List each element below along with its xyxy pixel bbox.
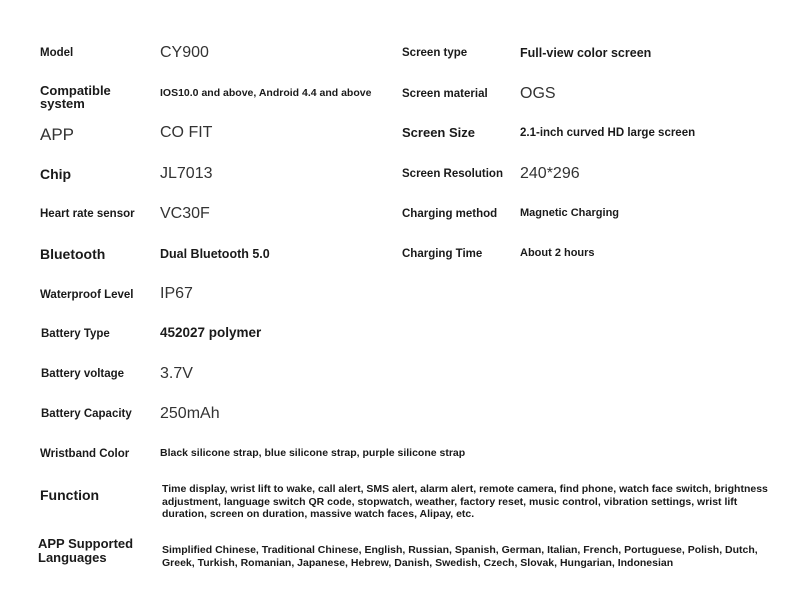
battery-capacity-value: 250mAh — [160, 405, 220, 422]
model-label: Model — [40, 47, 74, 59]
charging-time-label: Charging Time — [402, 248, 483, 260]
charging-time-value: About 2 hours — [520, 247, 595, 259]
heart-rate-value: VC30F — [160, 205, 210, 222]
charging-method-value: Magnetic Charging — [520, 207, 620, 219]
bluetooth-value: Dual Bluetooth 5.0 — [160, 247, 270, 261]
screen-type-label: Screen type — [402, 47, 468, 59]
battery-voltage-label: Battery voltage — [41, 368, 125, 380]
battery-voltage-value: 3.7V — [160, 365, 193, 382]
heart-rate-label: Heart rate sensor — [40, 208, 135, 220]
screen-material-value: OGS — [520, 85, 556, 102]
languages-label: APP Supported Languages — [38, 536, 134, 565]
function-label: Function — [40, 487, 100, 503]
function-value: Time display, wrist lift to wake, call alert, SMS alert, alarm alert, remote camera, find phone, watch face switch, brightness adjustment, language switch QR code, stopwatch, weather, factory reset, music control, vibration settings, wrist lift duration, screen on duration, massive watch faces, Alipay, etc. — [162, 483, 768, 521]
screen-resolution-label: Screen Resolution — [402, 168, 503, 180]
wristband-label: Wristband Color — [40, 448, 130, 460]
battery-type-label: Battery Type — [41, 328, 110, 340]
app-value: CO FIT — [160, 124, 213, 141]
chip-value: JL7013 — [160, 165, 213, 182]
charging-method-label: Charging method — [402, 208, 498, 220]
battery-type-value: 452027 polymer — [160, 325, 262, 340]
wristband-value: Black silicone strap, blue silicone strap, purple silicone strap — [160, 447, 466, 459]
screen-type-value: Full-view color screen — [520, 46, 652, 60]
battery-capacity-label: Battery Capacity — [41, 408, 132, 420]
waterproof-label: Waterproof Level — [40, 289, 134, 301]
model-value: CY900 — [160, 44, 209, 61]
chip-label: Chip — [40, 166, 72, 182]
app-label: APP — [40, 125, 75, 144]
screen-material-label: Screen material — [402, 88, 488, 100]
languages-value: Simplified Chinese, Traditional Chinese, English, Russian, Spanish, German, Italian, French, Portuguese, Polish, Dutch, Greek, Turkish, Romanian, Japanese, Hebrew, Danish, Swedish, Czech, Slovak, Hungarian, Indonesian — [162, 544, 758, 569]
screen-resolution-value: 240*296 — [520, 165, 580, 182]
screen-size-label: Screen Size — [402, 125, 475, 140]
screen-size-value: 2.1-inch curved HD large screen — [520, 127, 696, 139]
compatible-value: IOS10.0 and above, Android 4.4 and above — [160, 87, 372, 99]
bluetooth-label: Bluetooth — [40, 246, 106, 262]
waterproof-value: IP67 — [160, 285, 193, 302]
compatible-label: Compatible system — [40, 83, 111, 111]
